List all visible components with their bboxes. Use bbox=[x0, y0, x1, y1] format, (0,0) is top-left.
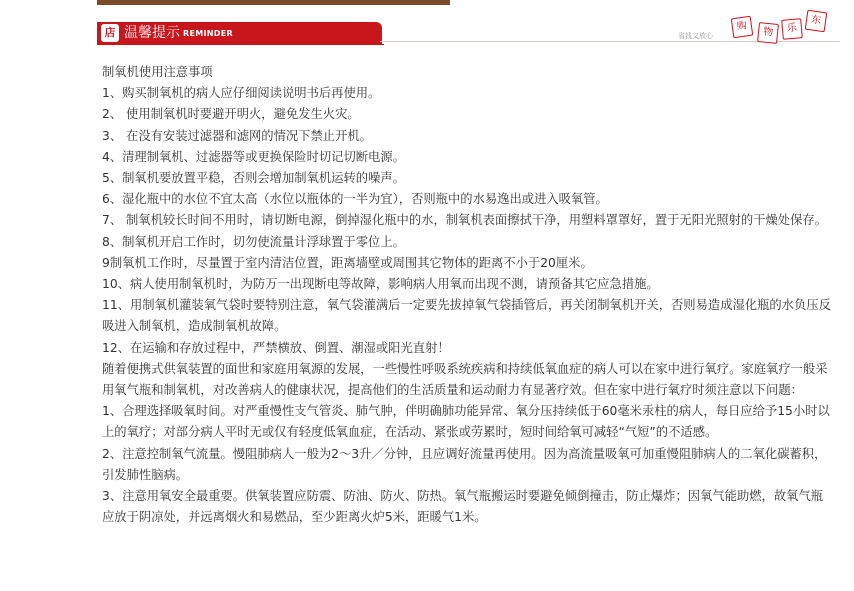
content-line: 10、病人使用制氧机时，为防万一出现断电等故障，影响病人用氧而出现不测，请预备其它应急措施。 bbox=[102, 277, 659, 292]
stamp-char: 购 bbox=[731, 16, 754, 39]
header-underline bbox=[97, 44, 384, 45]
content-line: 2、 使用制氧机时要避开明火，避免发生火灾。 bbox=[102, 107, 360, 122]
reminder-content bbox=[102, 62, 832, 528]
content-line: 5、制氧机要放置平稳，否则会增加制氧机运转的噪声。 bbox=[102, 171, 405, 186]
content-paragraph: 随着便携式供氧装置的面世和家庭用氧源的发展，一些慢性呼吸系统疾病和持续低氧血症的病人可以在家中进行氧疗。家庭氧疗一般采用氧气瓶和制氧机，对改善病人的健康状况，提高他们的生活质量和运动耐力有显著疗效。但在家中进行氧疗时须注意以下问题： bbox=[102, 361, 828, 398]
stamp-char: 物 bbox=[757, 22, 779, 44]
content-line: 4、清理制氧机、过滤器等或更换保险时切记切断电源。 bbox=[102, 149, 405, 164]
top-image-strip bbox=[97, 0, 450, 5]
content-line: 8、制氧机开启工作时，切勿使流量计浮球置于零位上。 bbox=[102, 234, 405, 249]
content-line: 12、在运输和存放过程中，严禁横放、倒置、潮湿或阳光直射！ bbox=[102, 340, 450, 355]
content-line: 3、注意用氧安全最重要。供氧装置应防震、防油、防火、防热。氧气瓶搬运时要避免倾倒撞击，防止爆炸；因氧气能助燃，故氧气瓶应放于阴凉处，并远离烟火和易燃品，至少距离火炉5米，距暖气1米。 bbox=[102, 489, 824, 525]
content-line: 3、 在没有安装过滤器和滤网的情况下禁止开机。 bbox=[102, 128, 372, 143]
shop-logo-icon: 店 bbox=[101, 24, 119, 42]
stamp-char: 东 bbox=[805, 10, 828, 33]
shopping-stamp-logo bbox=[676, 5, 836, 45]
content-line: 6、湿化瓶中的水位不宜太高（水位以瓶体的一半为宜），否则瓶中的水易逸出或进入吸氧管。 bbox=[102, 192, 608, 207]
reminder-header bbox=[97, 22, 382, 44]
content-line: 2、注意控制氧气流量。慢阻肺病人一般为2～3升／分钟，且应调好流量再使用。因为高流量吸氧可加重慢阻肺病人的二氧化碳蓄积，引发肺性脑病。 bbox=[102, 446, 827, 482]
content-line: 9制氧机工作时，尽量置于室内清洁位置，距离墙壁或周围其它物体的距离不小于20厘米。 bbox=[102, 255, 593, 270]
content-heading: 制氧机使用注意事项 bbox=[102, 65, 213, 79]
stamp-subtitle: 省钱又放心 bbox=[678, 32, 713, 40]
content-line: 1、合理选择吸氧时间。对严重慢性支气管炎、肺气肿，伴明确肺功能异常、氧分压持续低于60毫米汞柱的病人，每日应给予15小时以上的氧疗；对部分病人平时无或仅有轻度低氧血症，在活动、紧张或劳累时，短时间给氧可减轻“气短”的不适感。 bbox=[102, 404, 830, 440]
content-line: 7、 制氧机较长时间不用时，请切断电源，倒掉湿化瓶中的水，制氧机表面擦拭干净，用塑料罩罩好，置于无阳光照射的干燥处保存。 bbox=[102, 213, 827, 228]
header-subtitle: REMINDER bbox=[183, 29, 233, 38]
content-line: 11、用制氧机灌装氧气袋时要特别注意，氧气袋灌满后一定要先拔掉氧气袋插管后，再关闭制氧机开关，否则易造成湿化瓶的水负压反吸进入制氧机，造成制氧机故障。 bbox=[102, 298, 831, 334]
stamp-char: 乐 bbox=[781, 18, 803, 40]
content-line: 1、购买制氧机的病人应仔细阅读说明书后再使用。 bbox=[102, 86, 381, 101]
header-title: 温馨提示 bbox=[124, 25, 180, 41]
